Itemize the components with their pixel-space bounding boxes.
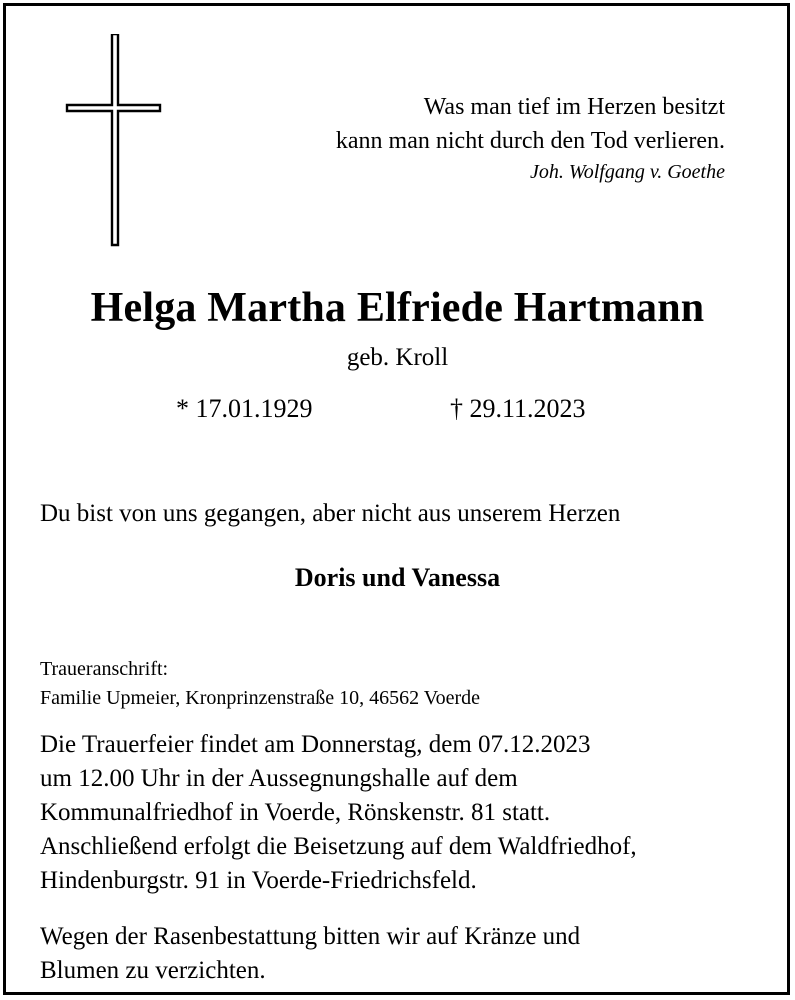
- request-line: Blumen zu verzichten.: [40, 957, 266, 984]
- ceremony-line: um 12.00 Uhr in der Aussegnungshalle auf dem: [40, 765, 518, 792]
- ceremony-line: Kommunalfriedhof in Voerde, Rönskenstr. 81 statt.: [40, 799, 551, 826]
- address-label: Traueranschrift:: [40, 658, 169, 680]
- quote-author: Joh. Wolfgang v. Goethe: [530, 161, 725, 183]
- ceremony-line: Die Trauerfeier findet am Donnerstag, dem 07.12.2023: [40, 731, 591, 758]
- address-value: Familie Upmeier, Kronprinzenstraße 10, 46562 Voerde: [40, 687, 481, 709]
- ceremony-line: Anschließend erfolgt die Beisetzung auf dem Waldfriedhof,: [40, 833, 637, 860]
- request-line: Wegen der Rasenbestattung bitten wir auf Kränze und: [40, 923, 581, 950]
- flower-request: [40, 920, 580, 988]
- birth-date: * 17.01.1929: [176, 394, 313, 423]
- ceremony-line: Hindenburgstr. 91 in Voerde-Friedrichsfeld.: [40, 867, 477, 894]
- quote-line: kann man nicht durch den Tod verlieren.: [335, 128, 725, 154]
- quote-line: Was man tief im Herzen besitzt: [423, 94, 725, 120]
- cross-icon: [64, 34, 164, 249]
- ceremony-details: [40, 728, 637, 898]
- quote-block: [165, 90, 725, 186]
- mourning-address: [40, 655, 480, 713]
- mourners-signature: Doris und Vanessa: [294, 563, 501, 592]
- deceased-name: Helga Martha Elfriede Hartmann: [90, 285, 705, 331]
- death-date: † 29.11.2023: [450, 394, 586, 423]
- maiden-name: geb. Kroll: [346, 344, 449, 371]
- farewell-text: Du bist von uns gegangen, aber nicht aus unserem Herzen: [40, 500, 621, 527]
